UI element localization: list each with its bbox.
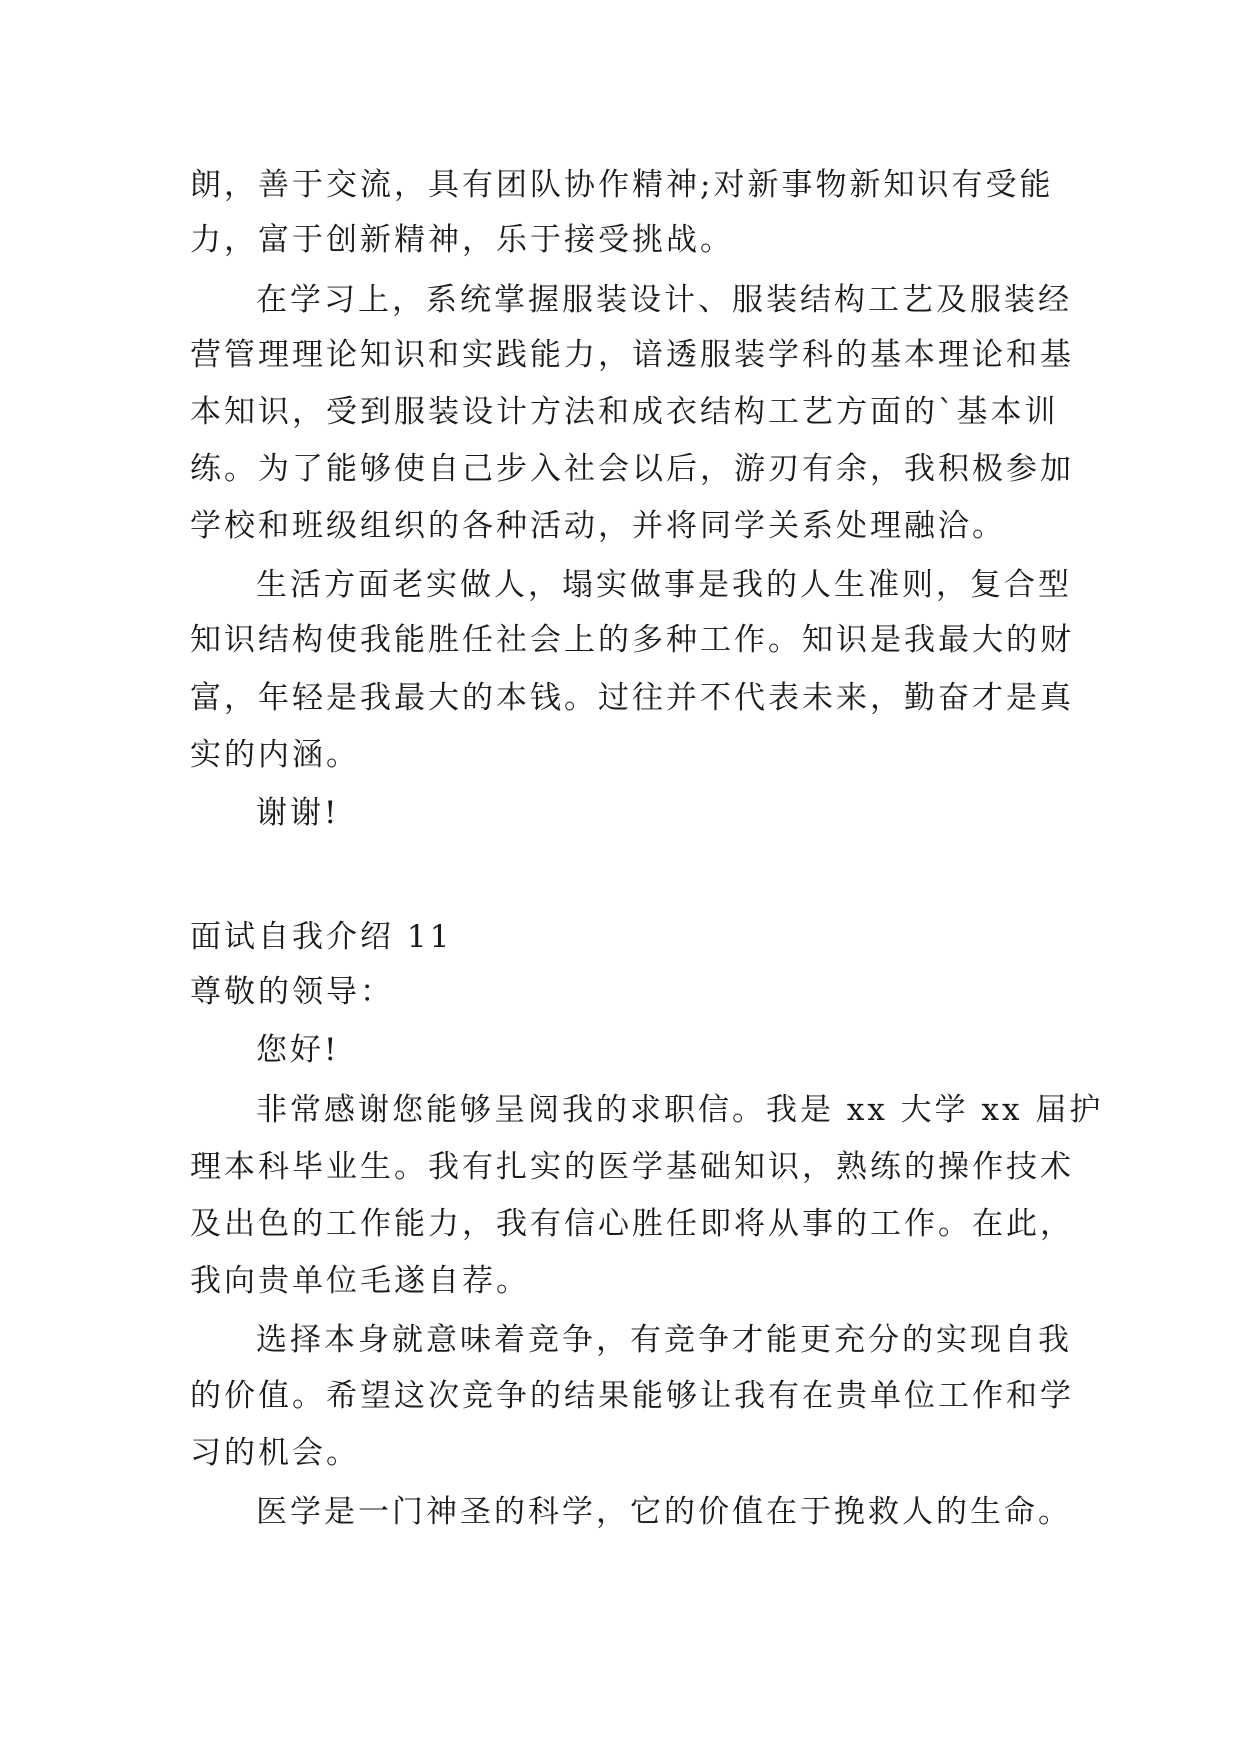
paragraph-line: 的价值。希望这次竞争的结果能够让我有在贵单位工作和学 xyxy=(190,1378,1074,1414)
paragraph-line: 选择本身就意味着竞争，有竞争才能更充分的实现自我 xyxy=(256,1322,1072,1358)
paragraph-line: 本知识，受到服装设计方法和成衣结构工艺方面的`基本训 xyxy=(190,394,1059,430)
paragraph-line: 实的内涵。 xyxy=(190,737,360,773)
paragraph-line: 力，富于创新精神，乐于接受挑战。 xyxy=(190,222,734,258)
paragraph-line: 学校和班级组织的各种活动，并将同学关系处理融洽。 xyxy=(190,508,1006,544)
greeting: 您好! xyxy=(256,1032,340,1068)
paragraph-line: 营管理理论知识和实践能力，谙透服装学科的基本理论和基 xyxy=(190,337,1074,373)
paragraph-line: 医学是一门神圣的科学，它的价值在于挽救人的生命。 xyxy=(256,1494,1072,1530)
paragraph-line: 非常感谢您能够呈阅我的求职信。我是 xx 大学 xx 届护 xyxy=(256,1092,1104,1128)
salutation: 尊敬的领导： xyxy=(190,974,394,1010)
paragraph-line: 我向贵单位毛遂自荐。 xyxy=(190,1263,530,1299)
paragraph-line: 生活方面老实做人，塌实做事是我的人生准则，复合型 xyxy=(256,567,1072,603)
paragraph-line: 及出色的工作能力，我有信心胜任即将从事的工作。在此， xyxy=(190,1206,1074,1242)
closing-line: 谢谢! xyxy=(256,795,340,831)
paragraph-line: 知识结构使我能胜任社会上的多种工作。知识是我最大的财 xyxy=(190,622,1074,658)
paragraph-line: 习的机会。 xyxy=(190,1435,360,1471)
section-title: 面试自我介绍 11 xyxy=(190,919,453,955)
paragraph-line: 在学习上，系统掌握服装设计、服装结构工艺及服装经 xyxy=(256,282,1072,318)
paragraph-line: 富，年轻是我最大的本钱。过往并不代表未来，勤奋才是真 xyxy=(190,680,1074,716)
paragraph-line: 理本科毕业生。我有扎实的医学基础知识，熟练的操作技术 xyxy=(190,1149,1074,1185)
paragraph-line: 练。为了能够使自己步入社会以后，游刃有余，我积极参加 xyxy=(190,451,1074,487)
paragraph-line: 朗，善于交流，具有团队协作精神;对新事物新知识有受能 xyxy=(190,167,1054,203)
